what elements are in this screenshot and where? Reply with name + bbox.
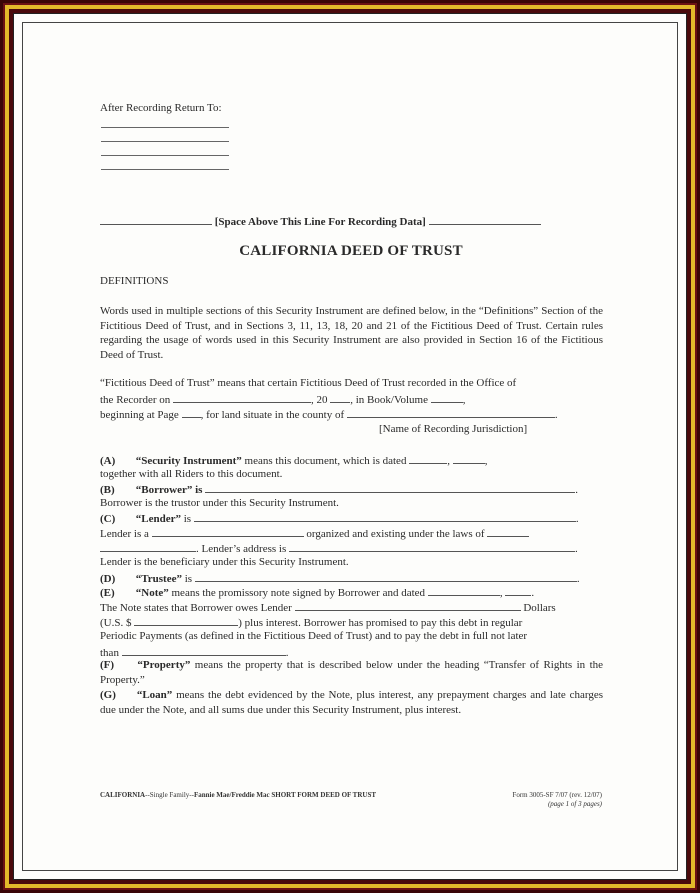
- year-blank[interactable]: [330, 391, 350, 403]
- section-text: means the promissory note signed by Borrower and dated: [168, 587, 426, 599]
- section-text: means this document, which is dated: [241, 455, 407, 467]
- trustee-blank[interactable]: [195, 570, 577, 582]
- jurisdiction-blank[interactable]: [100, 540, 196, 552]
- punctuation: .: [575, 484, 578, 496]
- defined-term: “Trustee”: [135, 573, 182, 585]
- return-address-line: [101, 169, 229, 170]
- footer-state: CALIFORNIA: [100, 791, 146, 799]
- section-c-line-2: [100, 525, 529, 541]
- section-f: [100, 658, 603, 687]
- fictitious-line-3: [100, 406, 558, 422]
- document-title: CALIFORNIA DEED OF TRUST: [239, 243, 463, 259]
- lender-type-blank[interactable]: [152, 525, 304, 537]
- section-label: (G): [100, 689, 116, 701]
- section-text: ) plus interest. Borrower has promised to pay this debt in regular: [238, 617, 523, 629]
- section-text: is: [180, 513, 192, 525]
- amount-dollars-blank[interactable]: [134, 614, 238, 626]
- punctuation: .: [576, 573, 580, 585]
- blank-line: [100, 213, 212, 225]
- defined-term: “Borrower” is: [135, 484, 203, 496]
- jurisdiction-caption: [Name of Recording Jurisdiction]: [379, 423, 528, 435]
- section-label: (F): [100, 659, 115, 671]
- recorder-label: the Recorder on: [100, 394, 171, 406]
- return-address-line: [101, 141, 229, 142]
- section-label: (C): [100, 513, 116, 525]
- punctuation: ,: [447, 455, 450, 467]
- section-text: Dollars: [523, 602, 556, 614]
- maturity-date-blank[interactable]: [122, 644, 286, 656]
- page-blank[interactable]: [182, 406, 201, 418]
- section-b: [100, 481, 578, 497]
- section-a-line-2: together with all Riders to this document.: [100, 468, 283, 480]
- space-above-text: [Space Above This Line For Recording Data]: [214, 216, 426, 228]
- book-volume-label: , in Book/Volume: [350, 394, 428, 406]
- defined-term: “Security Instrument”: [135, 455, 242, 467]
- footer-form-name: Fannie Mae/Freddie Mac SHORT FORM DEED OF TRUST: [193, 791, 377, 799]
- punctuation: ,: [499, 587, 503, 599]
- section-e-line-3: [100, 614, 522, 630]
- recorder-date-blank[interactable]: [173, 391, 311, 403]
- date-blank[interactable]: [453, 452, 485, 464]
- return-to-label: After Recording Return To:: [100, 102, 222, 114]
- defined-term: “Lender”: [135, 513, 181, 525]
- book-volume-blank[interactable]: [431, 391, 463, 403]
- punctuation: ,: [484, 455, 488, 467]
- punctuation: .: [531, 587, 535, 599]
- section-e-line-4: Periodic Payments (as defined in the Fictitious Deed of Trust) and to pay the debt in full not later: [100, 630, 528, 642]
- punctuation: ,: [462, 394, 466, 406]
- fictitious-line-2: [100, 391, 465, 407]
- return-address-line: [101, 155, 229, 156]
- section-c-line-3: [100, 540, 578, 556]
- laws-blank[interactable]: [487, 525, 529, 537]
- definitions-intro: Words used in multiple sections of this Security Instrument are defined below, in the “Definitions” Section of the Fictitious Deed of Trust, and in Sections 3, 11, 13, 18, 20 and 21 of the Fictitious Deed of Trust. Certain rules regarding the usage of words used in this Security Instrument are also provided in Section 16 of the Fictitious Deed of Trust.: [100, 305, 603, 361]
- lender-address-blank[interactable]: [289, 540, 575, 552]
- year-label: , 20: [311, 394, 328, 406]
- section-b-line-2: Borrower is the trustor under this Security Instrument.: [100, 497, 339, 509]
- defined-term: “Loan”: [136, 689, 173, 701]
- section-label: (A): [100, 455, 116, 467]
- page-label: beginning at Page: [100, 409, 179, 421]
- section-text: is: [181, 573, 193, 585]
- section-label: (B): [100, 484, 115, 496]
- county-blank[interactable]: [347, 406, 555, 418]
- date-blank[interactable]: [409, 452, 447, 464]
- section-text: organized and existing under the laws of: [306, 528, 485, 540]
- amount-words-blank[interactable]: [295, 599, 521, 611]
- section-text: (U.S. $: [100, 617, 132, 629]
- section-text: means the property that is described below under the heading “Transfer of Rights in the Property.”: [100, 659, 604, 686]
- blank-line: [429, 213, 541, 225]
- footer-left: [100, 791, 376, 800]
- punctuation: .: [575, 513, 579, 525]
- lender-blank[interactable]: [194, 510, 576, 522]
- county-label: , for land situate in the county of: [200, 409, 345, 421]
- section-text: . Lender’s address is: [196, 543, 287, 555]
- section-text: than: [100, 647, 119, 659]
- defined-term: “Property”: [137, 659, 191, 671]
- section-g: [100, 688, 603, 717]
- note-date-blank[interactable]: [428, 584, 500, 596]
- punctuation: .: [574, 543, 578, 555]
- recording-data-line: [100, 213, 541, 230]
- footer-form-number: Form 3005-SF 7/07 (rev. 12/07): [512, 791, 602, 799]
- note-year-blank[interactable]: [505, 584, 531, 596]
- section-a: [100, 452, 487, 468]
- section-text: The Note states that Borrower owes Lender: [100, 602, 292, 614]
- punctuation: .: [285, 647, 289, 659]
- borrower-blank[interactable]: [205, 481, 575, 493]
- definitions-heading: DEFINITIONS: [100, 275, 169, 287]
- defined-term: “Note”: [135, 587, 169, 599]
- section-text: Lender is a: [100, 528, 149, 540]
- fictitious-line-1: “Fictitious Deed of Trust” means that certain Fictitious Deed of Trust recorded in the Office of: [100, 377, 517, 389]
- punctuation: .: [554, 409, 558, 421]
- section-label: (D): [100, 573, 116, 585]
- section-c: [100, 510, 579, 526]
- section-text: means the debt evidenced by the Note, plus interest, any prepayment charges and late charges due under the Note, and all sums due under this Security Instrument, plus interest.: [100, 689, 604, 716]
- section-label: (E): [100, 587, 115, 599]
- document-page: [13, 13, 687, 880]
- section-e: [100, 584, 534, 600]
- footer-page-number: (page 1 of 3 pages): [547, 800, 602, 808]
- return-address-line: [101, 127, 229, 128]
- section-c-line-4: Lender is the beneficiary under this Security Instrument.: [100, 556, 349, 568]
- section-e-line-2: [100, 599, 556, 615]
- page-border: [22, 22, 678, 871]
- footer-type: --Single Family--: [145, 791, 194, 799]
